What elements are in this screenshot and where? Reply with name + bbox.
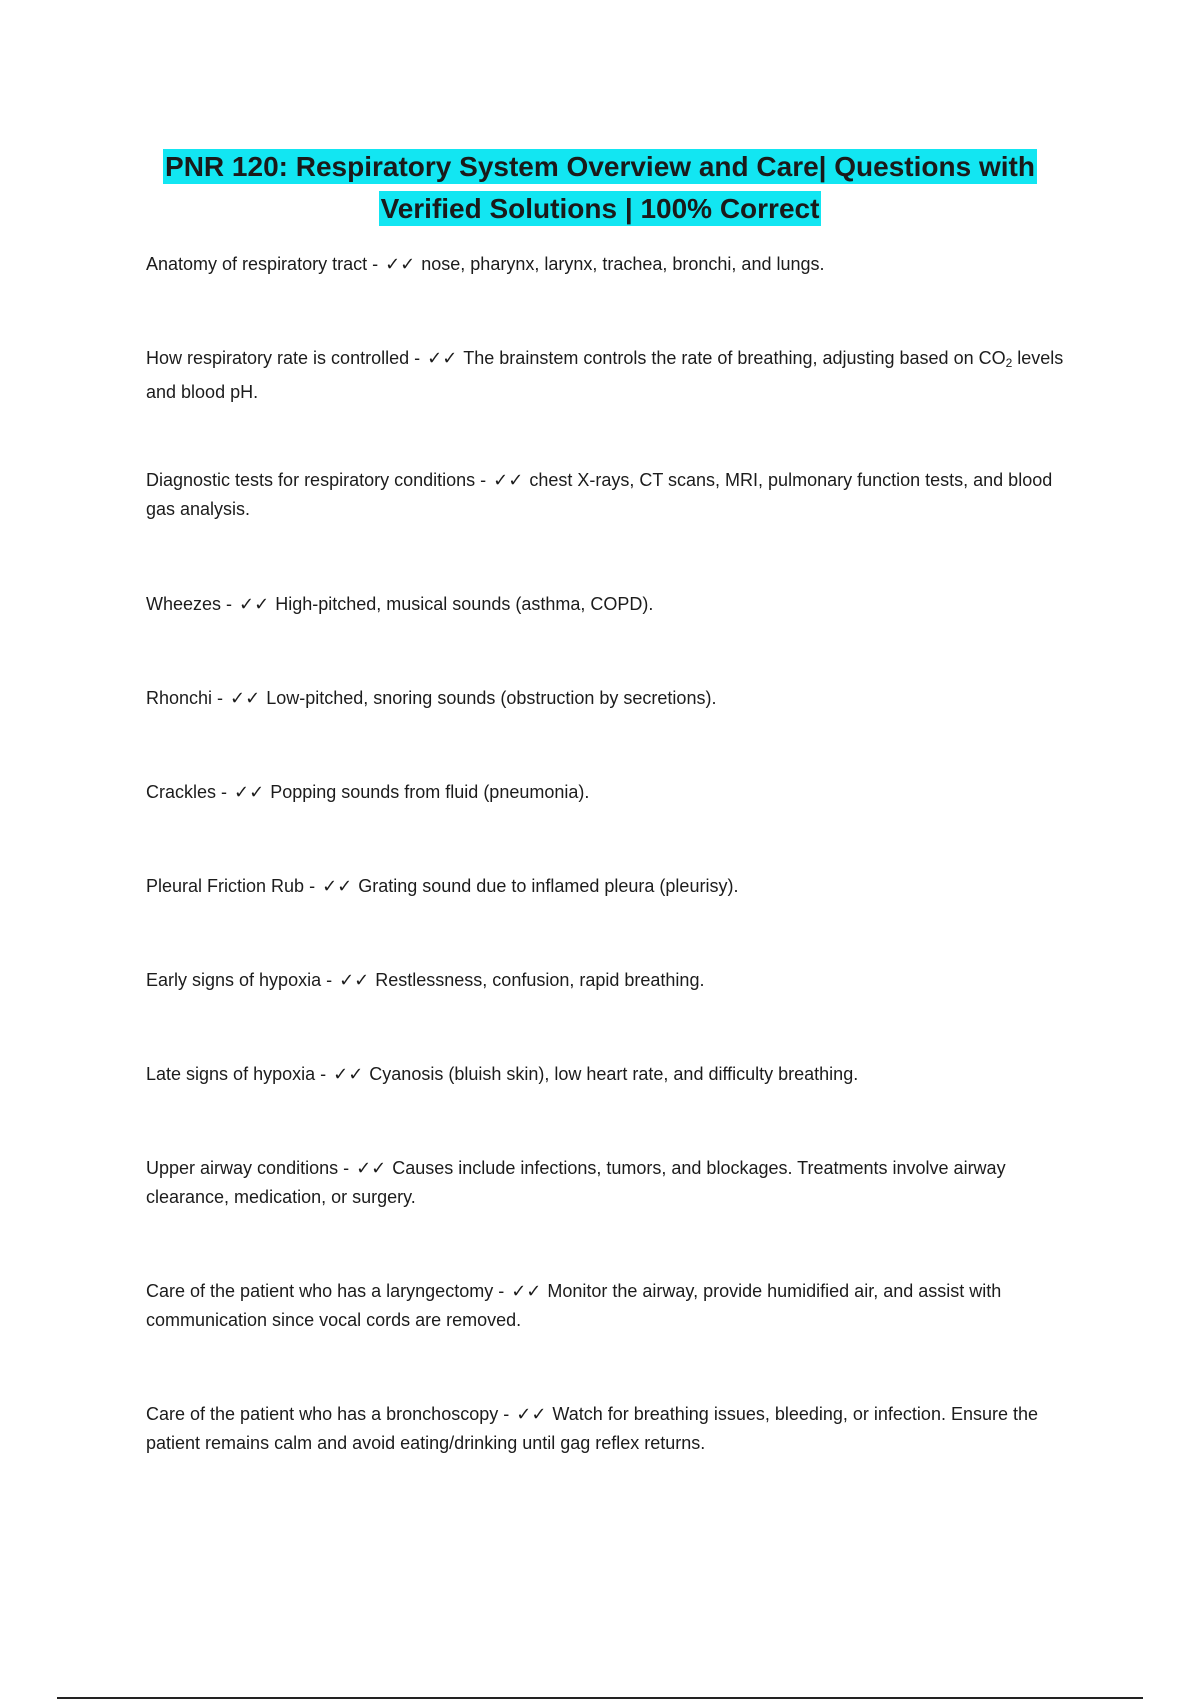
qa-question: Anatomy of respiratory tract: [146, 254, 368, 274]
qa-item: [146, 684, 1076, 713]
qa-item: [146, 1277, 1076, 1335]
qa-answer: Restlessness, confusion, rapid breathing.: [375, 970, 705, 990]
qa-answer: chest X-rays, CT scans, MRI, pulmonary function tests, and blood gas analysis.: [146, 470, 1053, 519]
qa-answer: Causes include infections, tumors, and blockages. Treatments involve airway clearance, medication, or surgery.: [146, 1158, 1006, 1207]
double-checkmark-icon: ✓✓: [511, 1281, 542, 1302]
qa-question: Pleural Friction Rub: [146, 876, 305, 896]
qa-answer: Watch for breathing issues, bleeding, or infection. Ensure the patient remains calm and avoid eating/drinking until gag reflex returns.: [146, 1404, 1039, 1453]
qa-item: [146, 872, 1076, 901]
double-checkmark-icon: ✓✓: [385, 254, 416, 275]
qa-separator: -: [221, 594, 238, 614]
qa-answer: Monitor the airway, provide humidified air, and assist with communication since vocal cords are removed.: [146, 1281, 1002, 1330]
qa-separator: -: [409, 348, 426, 368]
qa-separator: -: [367, 254, 384, 274]
qa-question: How respiratory rate is controlled: [146, 348, 410, 368]
double-checkmark-icon: ✓✓: [493, 470, 524, 491]
title-line-1: PNR 120: Respiratory System Overview and Care| Questions with: [165, 151, 1035, 182]
qa-answer: Cyanosis (bluish skin), low heart rate, and difficulty breathing.: [369, 1064, 859, 1084]
qa-item: [146, 466, 1076, 524]
qa-answer: Low-pitched, snoring sounds (obstruction by secretions).: [266, 688, 717, 708]
qa-item: [146, 250, 1076, 279]
qa-separator: -: [498, 1404, 515, 1424]
double-checkmark-icon: ✓✓: [234, 782, 265, 803]
qa-question: Crackles: [146, 782, 217, 802]
qa-separator: -: [321, 970, 338, 990]
double-checkmark-icon: ✓✓: [322, 876, 353, 897]
qa-separator: -: [216, 782, 233, 802]
qa-separator: -: [212, 688, 229, 708]
qa-question: Care of the patient who has a bronchoscopy: [146, 1404, 499, 1424]
qa-separator: -: [475, 470, 492, 490]
qa-item: [146, 1060, 1076, 1089]
qa-question: Upper airway conditions: [146, 1158, 339, 1178]
double-checkmark-icon: ✓✓: [339, 970, 370, 991]
qa-question: Wheezes: [146, 594, 222, 614]
qa-separator: -: [304, 876, 321, 896]
qa-answer: The brainstem controls the rate of breathing, adjusting based on CO: [463, 348, 1006, 368]
qa-answer: High-pitched, musical sounds (asthma, COPD).: [275, 594, 654, 614]
qa-question: Late signs of hypoxia: [146, 1064, 316, 1084]
qa-item: [146, 590, 1076, 619]
footer-divider: [57, 1697, 1143, 1699]
qa-answer-end: levels and blood pH.: [146, 348, 1064, 402]
qa-separator: -: [338, 1158, 355, 1178]
double-checkmark-icon: ✓✓: [516, 1404, 547, 1425]
qa-separator: -: [315, 1064, 332, 1084]
qa-separator: -: [493, 1281, 510, 1301]
title-line-2: Verified Solutions | 100% Correct: [380, 193, 820, 224]
qa-answer: Grating sound due to inflamed pleura (pleurisy).: [358, 876, 739, 896]
qa-question: Care of the patient who has a laryngectomy: [146, 1281, 494, 1301]
qa-item: [146, 778, 1076, 807]
qa-question: Rhonchi: [146, 688, 213, 708]
double-checkmark-icon: ✓✓: [230, 688, 261, 709]
double-checkmark-icon: ✓✓: [333, 1064, 364, 1085]
double-checkmark-icon: ✓✓: [356, 1158, 387, 1179]
qa-item: [146, 966, 1076, 995]
document-title: [100, 146, 1100, 230]
qa-question: Diagnostic tests for respiratory conditions: [146, 470, 476, 490]
qa-item: [146, 1400, 1076, 1458]
double-checkmark-icon: ✓✓: [427, 348, 458, 369]
subscript: 2: [1005, 356, 1013, 370]
qa-answer: nose, pharynx, larynx, trachea, bronchi, and lungs.: [421, 254, 825, 274]
qa-item: [146, 1154, 1076, 1212]
qa-item: [146, 344, 1076, 407]
qa-question: Early signs of hypoxia: [146, 970, 322, 990]
qa-answer: Popping sounds from fluid (pneumonia).: [270, 782, 590, 802]
double-checkmark-icon: ✓✓: [239, 594, 270, 615]
